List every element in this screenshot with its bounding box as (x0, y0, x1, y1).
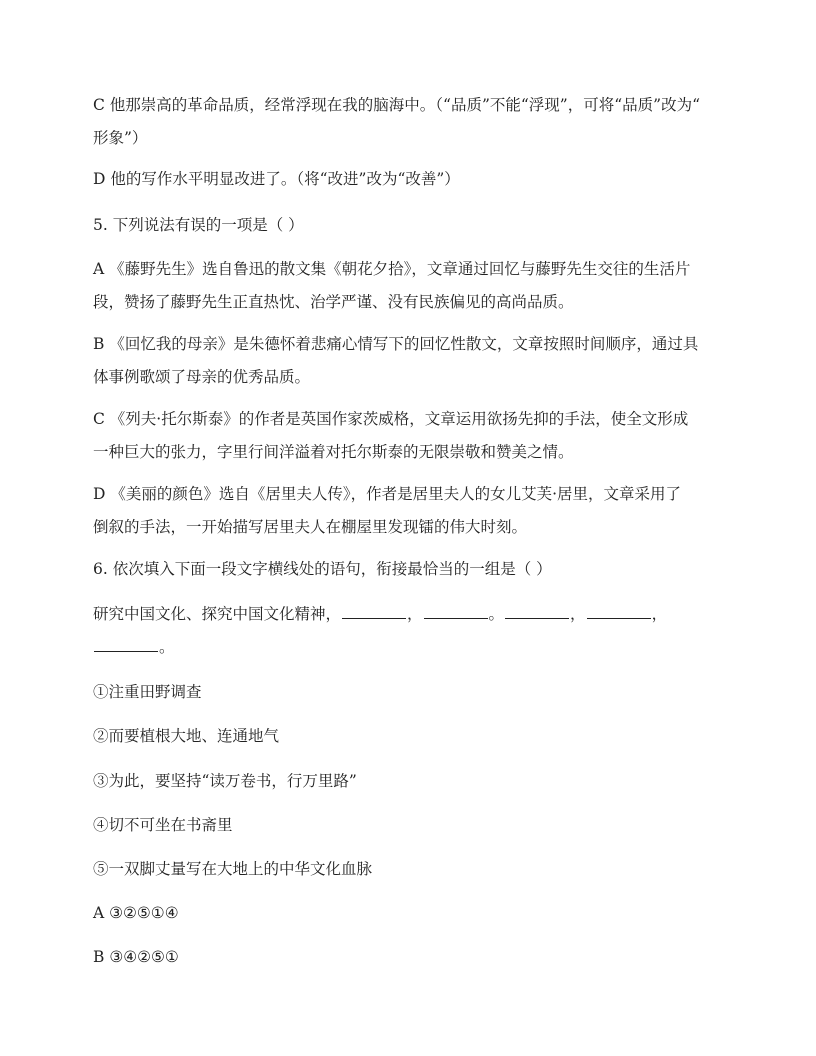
q5-option-b (93, 328, 725, 394)
blank-line (94, 637, 158, 652)
question-6-stem (93, 553, 725, 586)
text-line: 一种巨大的张力，字里行间洋溢着对托尔斯泰的无限崇敬和赞美之情。 (93, 443, 574, 461)
text-line: 段，赞扬了藤野先生正直热忱、治学严谨、没有民族偏见的高尚品质。 (93, 293, 574, 311)
text-line: D 他的写作水平明显改进了。（将“改进”改为“改善”） (93, 170, 460, 188)
text-line: 形象”） (93, 129, 148, 147)
text-line: 5. 下列说法有误的一项是（ ） (93, 216, 304, 234)
blank-line (424, 604, 488, 619)
punct-period: 。 (488, 605, 505, 623)
q4-option-c (93, 89, 725, 155)
text-line: 体事例歌颂了母亲的优秀品质。 (93, 368, 311, 386)
text-line: 倒叙的手法，一开始描写居里夫人在棚屋里发现镭的伟大时刻。 (93, 518, 528, 536)
text-line (93, 631, 725, 664)
text-line: ①注重田野调查 (93, 683, 202, 701)
text-line: ④切不可坐在书斋里 (93, 816, 233, 834)
blank-line (342, 604, 406, 619)
punct-comma: ， (407, 605, 423, 623)
question-6-passage (93, 598, 725, 664)
punct-comma: ， (651, 605, 668, 623)
text-line: C 他那崇高的革命品质，经常浮现在我的脑海中。（“品质”不能“浮现”，可将“品质”改为“ (93, 96, 701, 114)
q6-item-2 (93, 720, 725, 753)
text-line (93, 598, 725, 631)
q6-answer-b (93, 941, 725, 974)
blank-line (505, 604, 569, 619)
q5-option-a (93, 253, 725, 319)
text-line: A ③②⑤①④ (93, 904, 179, 922)
document-page (93, 0, 725, 1056)
text-line: ②而要植根大地、连通地气 (93, 727, 280, 745)
text-line: ③为此，要坚持“读万卷书，行万里路” (93, 772, 357, 790)
q6-item-5 (93, 853, 725, 886)
punct-period: 。 (159, 638, 175, 656)
punct-comma: ， (570, 605, 586, 623)
blank-line (587, 604, 651, 619)
q6-item-3 (93, 765, 725, 798)
q5-option-c (93, 403, 725, 469)
q6-answer-a (93, 897, 725, 930)
text-line: 6. 依次填入下面一段文字横线处的语句，衔接最恰当的一组是（ ） (93, 560, 552, 578)
question-5-stem (93, 209, 725, 242)
text-line: ⑤一双脚丈量写在大地上的中华文化血脉 (93, 860, 373, 878)
text-line: A 《藤野先生》选自鲁迅的散文集《朝花夕拾》，文章通过回忆与藤野先生交往的生活片 (93, 260, 691, 278)
q4-option-d (93, 163, 725, 196)
text-line: D 《美丽的颜色》选自《居里夫人传》，作者是居里夫人的女儿艾芙·居里，文章采用了 (93, 485, 682, 503)
q5-option-d (93, 478, 725, 544)
text-line: B ③④②⑤① (93, 948, 179, 966)
q6-item-4 (93, 809, 725, 842)
passage-prefix: 研究中国文化、探究中国文化精神， (93, 605, 342, 623)
text-line: C 《列夫·托尔斯泰》的作者是英国作家茨威格，文章运用欲扬先抑的手法，使全文形成 (93, 410, 689, 428)
text-line: B 《回忆我的母亲》是朱德怀着悲痛心情写下的回忆性散文，文章按照时间顺序，通过具 (93, 335, 699, 353)
q6-item-1 (93, 676, 725, 709)
